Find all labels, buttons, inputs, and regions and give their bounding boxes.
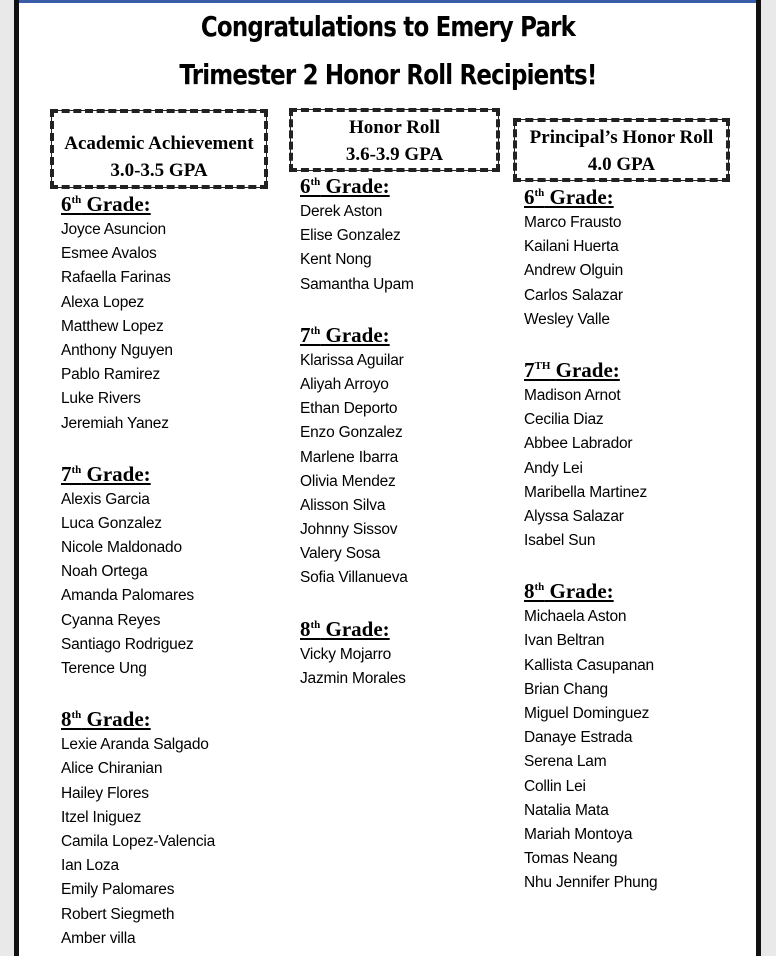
student-name: Ivan Beltran xyxy=(524,632,605,650)
student-name: Abbee Labrador xyxy=(524,435,633,453)
student-name: Aliyah Arroyo xyxy=(300,375,389,393)
student-name: Luca Gonzalez xyxy=(61,514,162,532)
student-name: Alisson Silva xyxy=(300,496,386,514)
student-name: Carlos Salazar xyxy=(524,286,623,304)
grade-6-student-list xyxy=(524,211,657,332)
grade-6-student-list xyxy=(61,218,215,436)
grade-8-student-list xyxy=(61,733,215,951)
page-margin-right xyxy=(761,0,776,956)
student-name: Johnny Sissov xyxy=(300,521,398,539)
student-name: Sofia Villanueva xyxy=(300,569,408,587)
student-name: Olivia Mendez xyxy=(300,472,396,490)
student-name: Marco Frausto xyxy=(524,214,622,231)
student-name: Pablo Ramirez xyxy=(61,366,161,384)
top-border xyxy=(0,0,776,3)
student-name: Enzo Gonzalez xyxy=(300,424,403,442)
grade-7-student-list xyxy=(300,349,414,591)
grade-6-heading: 6th Grade: xyxy=(524,185,614,209)
student-name: Esmee Avalos xyxy=(61,245,157,263)
grade-7-student-list xyxy=(524,384,657,553)
student-name: Collin Lei xyxy=(524,777,586,795)
grade-8-heading: 8th Grade: xyxy=(300,616,390,641)
student-name: Alice Chiranian xyxy=(61,760,163,778)
student-name: Danaye Estrada xyxy=(524,729,633,747)
student-name: Hailey Flores xyxy=(61,784,149,802)
grade-7-heading: 7th Grade: xyxy=(300,322,390,347)
student-name: Cyanna Reyes xyxy=(61,611,161,629)
grade-7-heading: 7th Grade: xyxy=(61,461,151,486)
grade-8-student-list xyxy=(524,605,657,895)
student-name: Natalia Mata xyxy=(524,801,609,819)
student-name: Alyssa Salazar xyxy=(524,507,624,525)
column-gpa: 3.0-3.5 GPA xyxy=(110,160,208,181)
student-name: Anthony Nguyen xyxy=(61,341,173,359)
student-name: Ethan Deporto xyxy=(300,400,398,418)
student-name: Serena Lam xyxy=(524,753,607,771)
column-title: Academic Achievement xyxy=(64,133,254,154)
student-name: Derek Aston xyxy=(300,203,383,220)
student-name: Nhu Jennifer Phung xyxy=(524,874,658,892)
student-name: Klarissa Aguilar xyxy=(300,351,404,369)
student-name: Valery Sosa xyxy=(300,545,381,563)
column-title: Honor Roll xyxy=(349,117,440,138)
student-name: Amanda Palomares xyxy=(61,587,194,605)
student-name: Wesley Valle xyxy=(524,310,610,328)
grade-6-student-list xyxy=(300,200,414,297)
page-border-left xyxy=(14,0,19,956)
student-name: Elise Gonzalez xyxy=(300,227,401,245)
student-name: Luke Rivers xyxy=(61,390,141,408)
student-name: Santiago Rodriguez xyxy=(61,635,194,653)
principals-honor-roll-column xyxy=(524,183,657,896)
page-title-line1: Congratulations to Emery Park xyxy=(200,10,576,43)
student-name: Emily Palomares xyxy=(61,881,175,899)
student-name: Jeremiah Yanez xyxy=(61,414,169,432)
page-title-line2: Trimester 2 Honor Roll Recipients! xyxy=(179,58,597,91)
student-name: Andrew Olguin xyxy=(524,262,624,280)
student-name: Tomas Neang xyxy=(524,850,618,868)
student-name: Madison Arnot xyxy=(524,386,621,404)
student-name: Jazmin Morales xyxy=(300,669,406,687)
student-name: Rafaella Farinas xyxy=(61,269,171,287)
student-name: Alexa Lopez xyxy=(61,293,145,311)
grade-6-heading: 6th Grade: xyxy=(300,174,390,198)
student-name: Maribella Martinez xyxy=(524,483,648,501)
student-name: Lexie Aranda Salgado xyxy=(61,736,209,754)
student-name: Isabel Sun xyxy=(524,532,596,550)
grade-8-heading: 8th Grade: xyxy=(524,579,614,604)
page-margin-left xyxy=(0,0,14,956)
student-name: Vicky Mojarro xyxy=(300,645,391,663)
honor-roll-header-box xyxy=(289,108,500,172)
student-name: Michaela Aston xyxy=(524,608,627,626)
student-name: Joyce Asuncion xyxy=(61,221,166,238)
grade-7-heading: 7TH Grade: xyxy=(524,357,620,382)
grade-8-student-list xyxy=(300,643,414,691)
academic-achievement-header-box xyxy=(50,109,268,189)
honor-roll-column xyxy=(300,172,414,691)
grade-8-heading: 8th Grade: xyxy=(61,707,151,732)
student-name: Brian Chang xyxy=(524,680,608,698)
principals-honor-roll-header-box xyxy=(513,118,730,182)
grade-7-student-list xyxy=(61,488,215,682)
student-name: Terence Ung xyxy=(61,660,147,677)
grade-6-heading: 6th Grade: xyxy=(61,192,151,216)
student-name: Amber villa xyxy=(61,929,136,947)
student-name: Noah Ortega xyxy=(61,563,148,581)
student-name: Matthew Lopez xyxy=(61,317,164,335)
academic-achievement-column xyxy=(61,190,215,951)
student-name: Kallista Casupanan xyxy=(524,656,654,674)
student-name: Camila Lopez-Valencia xyxy=(61,832,216,850)
student-name: Alexis Garcia xyxy=(61,490,150,508)
student-name: Itzel Iniguez xyxy=(61,808,142,826)
student-name: Marlene Ibarra xyxy=(300,448,398,466)
student-name: Robert Siegmeth xyxy=(61,905,175,923)
student-name: Cecilia Diaz xyxy=(524,411,604,429)
student-name: Andy Lei xyxy=(524,459,583,477)
student-name: Kailani Huerta xyxy=(524,238,619,256)
student-name: Nicole Maldonado xyxy=(61,539,182,557)
student-name: Kent Nong xyxy=(300,251,372,269)
student-name: Mariah Montoya xyxy=(524,825,633,843)
student-name: Samantha Upam xyxy=(300,275,414,293)
column-title: Principal’s Honor Roll xyxy=(529,127,714,148)
student-name: Ian Loza xyxy=(61,857,119,875)
column-gpa: 3.6-3.9 GPA xyxy=(345,144,444,165)
student-name: Miguel Dominguez xyxy=(524,705,650,722)
column-gpa: 4.0 GPA xyxy=(587,154,656,175)
